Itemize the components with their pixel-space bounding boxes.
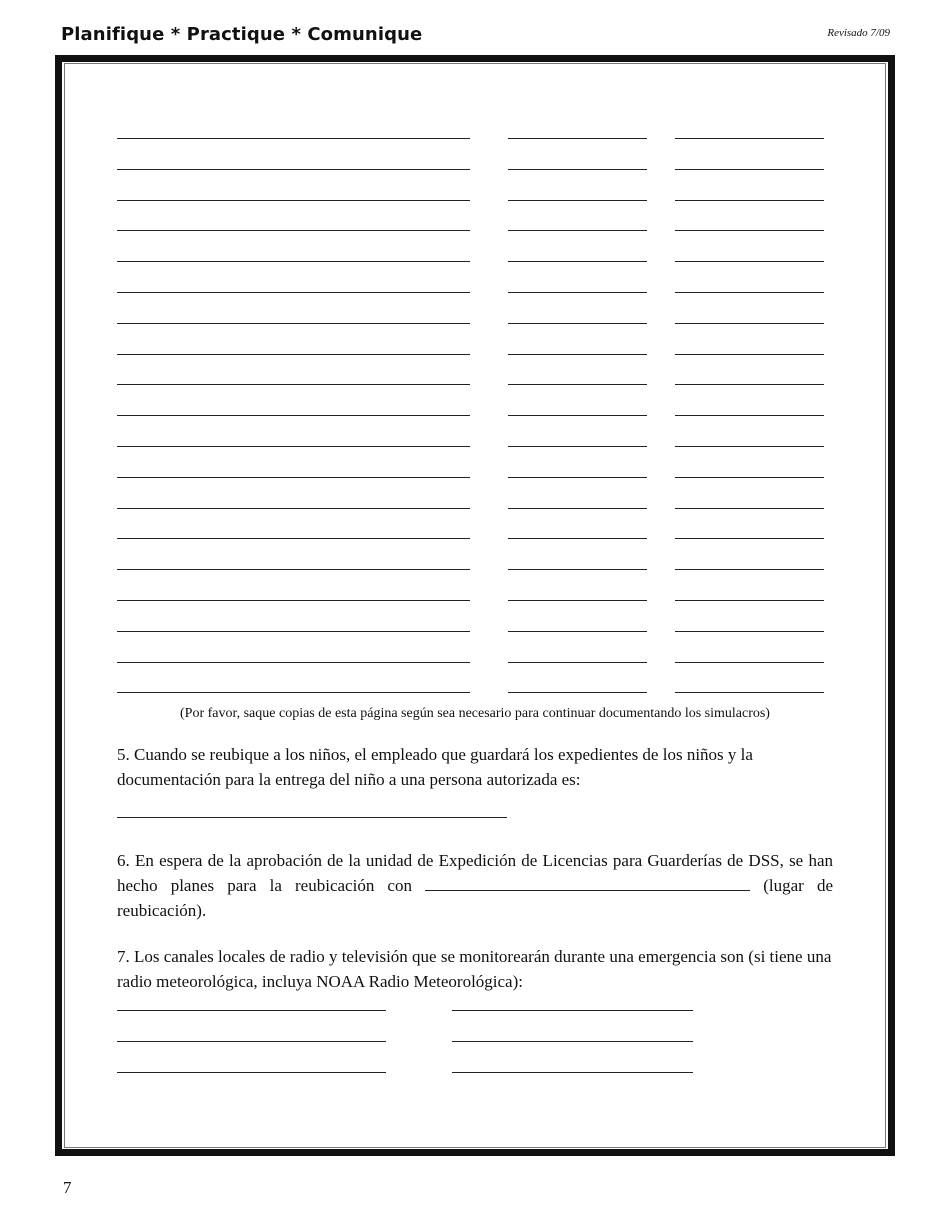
drill-time-line[interactable] bbox=[675, 384, 824, 385]
table-row bbox=[0, 384, 950, 388]
drill-description-line[interactable] bbox=[117, 200, 470, 201]
drill-time-line[interactable] bbox=[675, 261, 824, 262]
drill-date-line[interactable] bbox=[508, 662, 647, 663]
drill-time-line[interactable] bbox=[675, 354, 824, 355]
drill-date-line[interactable] bbox=[508, 323, 647, 324]
question-6 bbox=[117, 848, 833, 923]
tv-channel-line[interactable] bbox=[452, 1072, 693, 1073]
drill-date-line[interactable] bbox=[508, 230, 647, 231]
radio-channel-line[interactable] bbox=[117, 1041, 386, 1042]
drill-description-line[interactable] bbox=[117, 354, 470, 355]
drill-time-line[interactable] bbox=[675, 446, 824, 447]
drill-date-line[interactable] bbox=[508, 477, 647, 478]
table-row bbox=[0, 415, 950, 419]
table-row bbox=[0, 662, 950, 666]
tv-channel-line[interactable] bbox=[452, 1010, 693, 1011]
drill-time-line[interactable] bbox=[675, 230, 824, 231]
table-row bbox=[0, 477, 950, 481]
drill-date-line[interactable] bbox=[508, 692, 647, 693]
copies-note: (Por favor, saque copias de esta página según sea necesario para continuar documentando los simulacros) bbox=[180, 706, 770, 721]
drill-date-line[interactable] bbox=[508, 169, 647, 170]
drill-time-line[interactable] bbox=[675, 477, 824, 478]
drill-description-line[interactable] bbox=[117, 138, 470, 139]
drill-description-line[interactable] bbox=[117, 631, 470, 632]
drill-time-line[interactable] bbox=[675, 200, 824, 201]
table-row bbox=[0, 446, 950, 450]
drill-time-line[interactable] bbox=[675, 508, 824, 509]
drill-date-line[interactable] bbox=[508, 138, 647, 139]
table-row bbox=[0, 323, 950, 327]
table-row bbox=[0, 569, 950, 573]
drill-date-line[interactable] bbox=[508, 600, 647, 601]
drill-time-line[interactable] bbox=[675, 662, 824, 663]
drill-time-line[interactable] bbox=[675, 138, 824, 139]
drill-time-line[interactable] bbox=[675, 569, 824, 570]
page-number: 7 bbox=[63, 1178, 72, 1197]
relocation-site-line[interactable] bbox=[425, 890, 750, 891]
drill-time-line[interactable] bbox=[675, 631, 824, 632]
question-5-answer-line[interactable] bbox=[117, 817, 507, 818]
drill-description-line[interactable] bbox=[117, 600, 470, 601]
drill-date-line[interactable] bbox=[508, 200, 647, 201]
table-row bbox=[0, 692, 950, 696]
drill-date-line[interactable] bbox=[508, 384, 647, 385]
drill-date-line[interactable] bbox=[508, 446, 647, 447]
drill-date-line[interactable] bbox=[508, 569, 647, 570]
question-6-text-before: 6. En espera de la aprobación de la unidad de Expedición de Licencias para Guarderías de DSS, se han hecho planes para la reubicación con bbox=[117, 851, 833, 895]
drill-date-line[interactable] bbox=[508, 538, 647, 539]
question-5 bbox=[117, 742, 833, 792]
drill-date-line[interactable] bbox=[508, 631, 647, 632]
drill-description-line[interactable] bbox=[117, 446, 470, 447]
drill-description-line[interactable] bbox=[117, 692, 470, 693]
drill-description-line[interactable] bbox=[117, 477, 470, 478]
drill-time-line[interactable] bbox=[675, 538, 824, 539]
drill-description-line[interactable] bbox=[117, 662, 470, 663]
drill-description-line[interactable] bbox=[117, 323, 470, 324]
table-row bbox=[0, 631, 950, 635]
drill-description-line[interactable] bbox=[117, 169, 470, 170]
drill-description-line[interactable] bbox=[117, 230, 470, 231]
question-7-text: 7. Los canales locales de radio y televisión que se monitorearán durante una emergencia son (si tiene una radio meteorológica, incluya NOAA Radio Meteorológica): bbox=[117, 947, 832, 991]
question-6-text-after: (lugar de reubicación). bbox=[117, 876, 833, 920]
drill-time-line[interactable] bbox=[675, 415, 824, 416]
drill-time-line[interactable] bbox=[675, 292, 824, 293]
drill-date-line[interactable] bbox=[508, 261, 647, 262]
table-row bbox=[0, 230, 950, 234]
table-row bbox=[0, 292, 950, 296]
drill-time-line[interactable] bbox=[675, 169, 824, 170]
question-7 bbox=[117, 944, 833, 994]
drill-description-line[interactable] bbox=[117, 508, 470, 509]
drill-time-line[interactable] bbox=[675, 600, 824, 601]
drill-description-line[interactable] bbox=[117, 261, 470, 262]
radio-channel-line[interactable] bbox=[117, 1072, 386, 1073]
drill-description-line[interactable] bbox=[117, 384, 470, 385]
revision-date: Revisado 7/09 bbox=[827, 27, 890, 39]
table-row bbox=[0, 261, 950, 265]
drill-time-line[interactable] bbox=[675, 692, 824, 693]
question-5-text: 5. Cuando se reubique a los niños, el empleado que guardará los expedientes de los niños y la documentación para la entrega del niño a una persona autorizada es: bbox=[117, 745, 753, 789]
drill-date-line[interactable] bbox=[508, 354, 647, 355]
page-header-title: Planifique * Practique * Comunique bbox=[61, 24, 423, 45]
drill-description-line[interactable] bbox=[117, 292, 470, 293]
table-row bbox=[0, 138, 950, 142]
table-row bbox=[0, 508, 950, 512]
table-row bbox=[0, 600, 950, 604]
table-row bbox=[0, 169, 950, 173]
table-row bbox=[0, 200, 950, 204]
drill-description-line[interactable] bbox=[117, 538, 470, 539]
table-row bbox=[0, 538, 950, 542]
drill-time-line[interactable] bbox=[675, 323, 824, 324]
tv-channel-line[interactable] bbox=[452, 1041, 693, 1042]
drill-date-line[interactable] bbox=[508, 292, 647, 293]
drill-description-line[interactable] bbox=[117, 569, 470, 570]
drill-description-line[interactable] bbox=[117, 415, 470, 416]
table-row bbox=[0, 354, 950, 358]
drill-date-line[interactable] bbox=[508, 415, 647, 416]
radio-channel-line[interactable] bbox=[117, 1010, 386, 1011]
drill-date-line[interactable] bbox=[508, 508, 647, 509]
